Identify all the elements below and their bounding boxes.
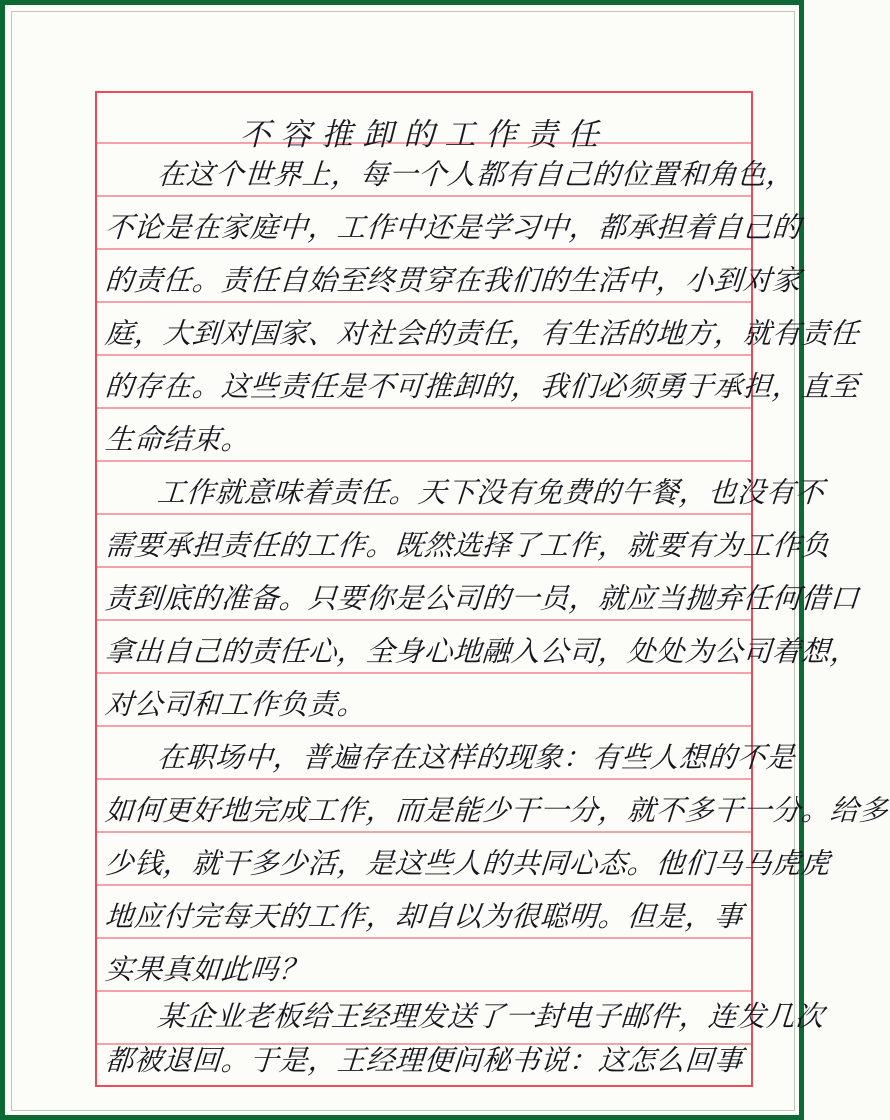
document-title: 不容推卸的工作责任 [239,117,609,153]
text-line-18: 都被退回。于是，王经理便问秘书说：这怎么回事 [103,1044,745,1077]
handwritten-text [97,93,890,1085]
text-line-16: 实果真如此吗？ [103,953,310,986]
text-line-1: 在这个世界上，每一个人都有自己的位置和角色， [155,158,797,191]
ruled-paper [95,91,890,1087]
text-line-3: 的责任。责任自始至终贯穿在我们的生活中，小到对家 [103,264,803,297]
text-line-2: 不论是在家庭中，工作中还是学习中，都承担着自己的 [103,211,803,244]
text-line-8: 需要承担责任的工作。既然选择了工作，就要有为工作负 [103,529,832,562]
text-line-11: 对公司和工作负责。 [103,688,368,721]
text-line-6: 生命结束。 [103,423,252,456]
text-line-9: 责到底的准备。只要你是公司的一员，就应当抛弃任何借口 [103,582,861,615]
text-line-7: 工作就意味着责任。天下没有免费的午餐，也没有不 [155,476,826,509]
text-line-10: 拿出自己的责任心，全身心地融入公司，处处为公司着想， [103,635,861,668]
text-line-14: 少钱，就干多少活，是这些人的共同心态。他们马马虎虎 [103,847,832,880]
text-line-4: 庭，大到对国家、对社会的责任，有生活的地方，就有责任 [103,317,861,350]
text-line-12: 在职场中，普遍存在这样的现象：有些人想的不是 [155,741,797,774]
text-line-5: 的存在。这些责任是不可推卸的，我们必须勇于承担，直至 [103,370,861,403]
text-line-13: 如何更好地完成工作，而是能少干一分，就不多干一分。给多 [103,794,890,827]
text-line-15: 地应付完每天的工作，却自以为很聪明。但是，事 [103,900,745,933]
text-line-17: 某企业老板给王经理发送了一封电子邮件，连发几次 [155,1000,826,1033]
